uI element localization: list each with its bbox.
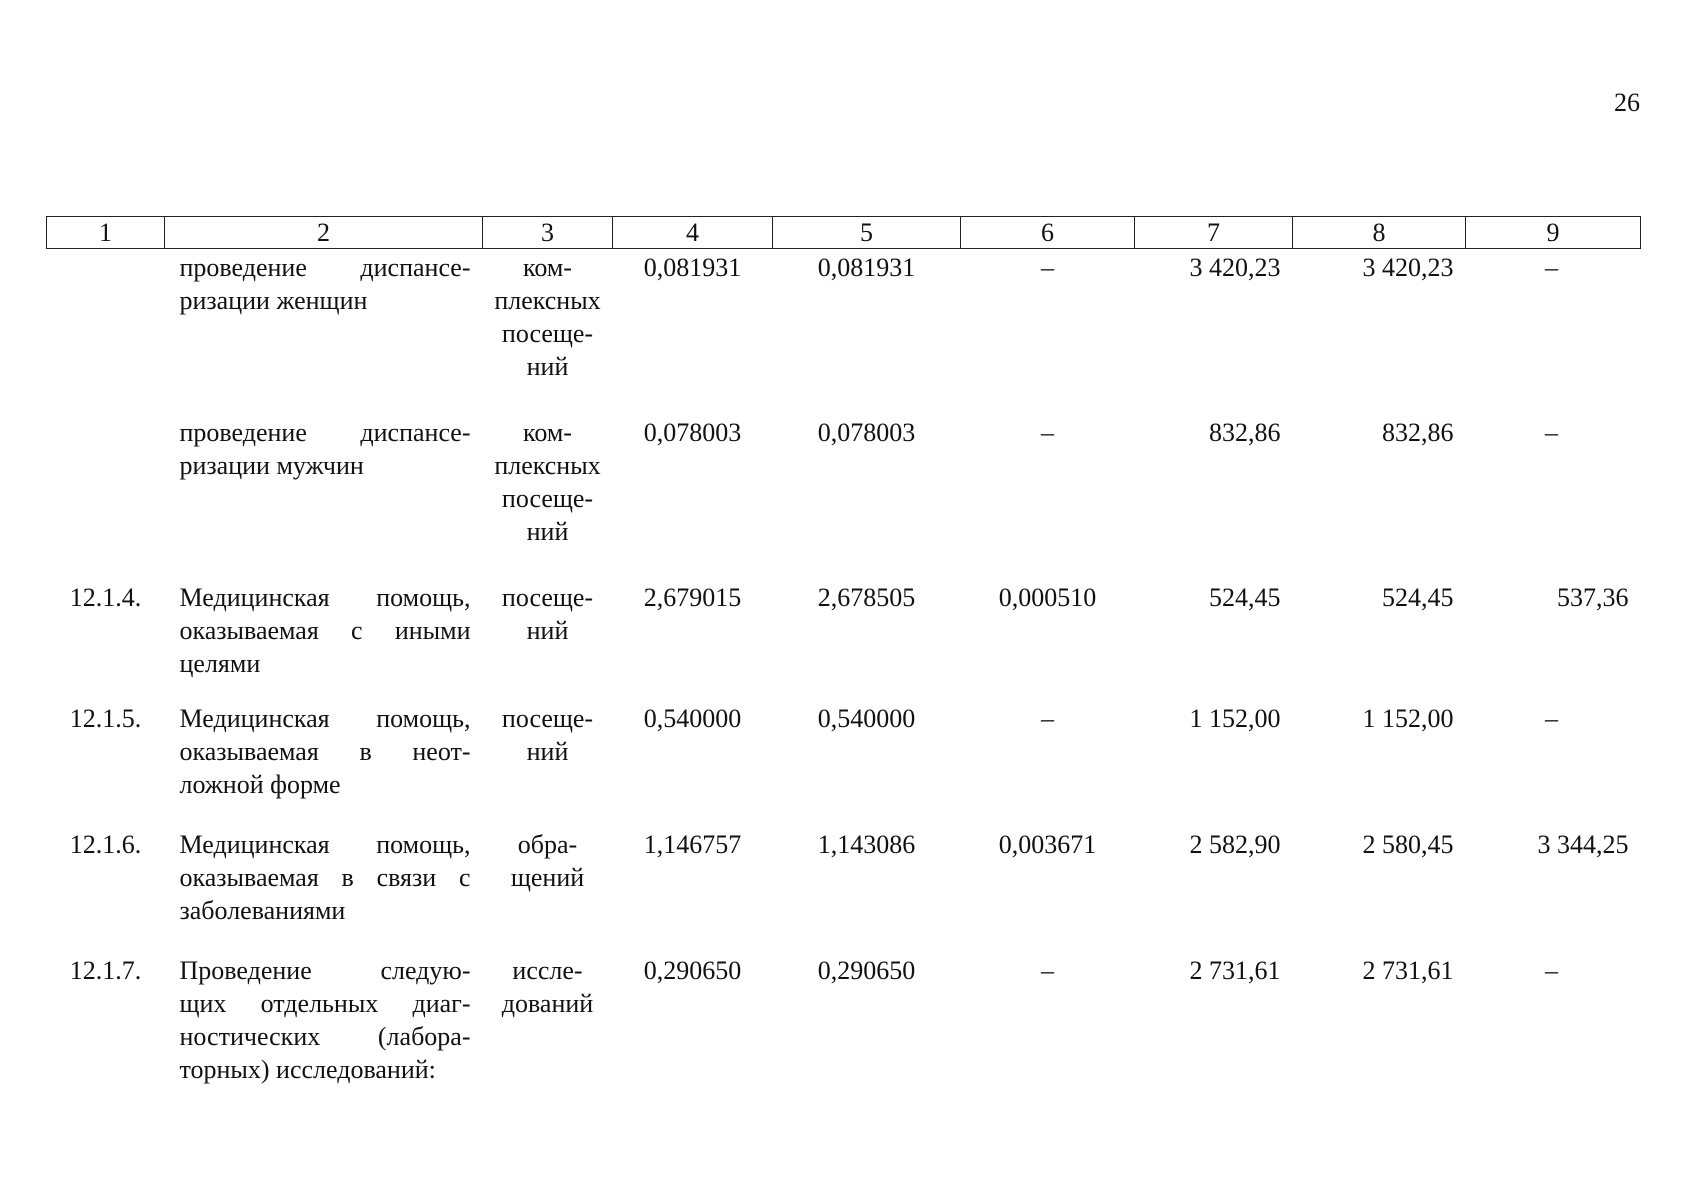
- row-value-col9: –: [1545, 253, 1558, 282]
- row-unit: [483, 952, 613, 1092]
- description-line: оказываемая в связи с: [179, 862, 471, 892]
- row-value-col4: 0,290650: [643, 955, 742, 985]
- unit-text: обра- щений: [510, 829, 585, 892]
- row-number: [47, 249, 165, 414]
- row-value-col4: 1,146757: [643, 829, 742, 859]
- row-value-col9: 3 344,25: [1537, 829, 1629, 859]
- description-line: Медицинская помощь,: [179, 829, 471, 859]
- column-header-1: 1: [47, 217, 165, 249]
- unit-text: иссле- дований: [501, 955, 594, 1018]
- row-value-col5: 0,081931: [817, 253, 916, 282]
- row-value-col7: 832,86: [1209, 417, 1281, 447]
- page-number: 26: [1614, 88, 1640, 117]
- table-row: [47, 700, 1641, 826]
- row-value-col6: –: [1041, 253, 1054, 282]
- table-row: [47, 579, 1641, 700]
- row-value-col7: 2 731,61: [1189, 955, 1281, 985]
- row-value-col5: 2,678505: [817, 582, 916, 612]
- row-number: 12.1.6.: [69, 829, 142, 859]
- column-header-3: 3: [483, 217, 613, 249]
- row-number: [47, 414, 165, 579]
- row-value-col9: –: [1545, 955, 1558, 985]
- row-value-col6: 0,003671: [998, 829, 1097, 859]
- row-value-col7: 2 582,90: [1189, 829, 1281, 859]
- row-value-col7: 1 152,00: [1189, 703, 1281, 733]
- row-value-col5: 0,540000: [817, 703, 916, 733]
- row-description: [165, 414, 483, 579]
- table-row: [47, 826, 1641, 952]
- row-number: 12.1.4.: [69, 582, 142, 612]
- column-header-8: 8: [1293, 217, 1466, 249]
- table-row: [47, 249, 1641, 414]
- table-row: [47, 414, 1641, 579]
- description-line: целями: [179, 648, 261, 678]
- unit-text: ком- плексных посеще- ний: [494, 253, 601, 381]
- row-unit: [483, 414, 613, 579]
- row-value-col9: 537,36: [1557, 582, 1629, 612]
- description-line: ностических (лабора-: [179, 1021, 471, 1051]
- row-unit: [483, 826, 613, 952]
- description-line: Проведение следую-: [179, 955, 471, 985]
- unit-text: посеще- ний: [501, 703, 594, 766]
- row-number: 12.1.7.: [69, 955, 142, 985]
- unit-text: посеще- ний: [501, 582, 594, 645]
- row-description: [165, 579, 483, 700]
- description-line: щих отдельных диаг-: [179, 988, 471, 1018]
- column-header-7: 7: [1135, 217, 1293, 249]
- tariff-table: [46, 216, 1641, 1092]
- row-value-col4: 0,540000: [643, 703, 742, 733]
- row-value-col6: –: [1041, 703, 1054, 733]
- column-header-9: 9: [1466, 217, 1641, 249]
- row-value-col5: 0,290650: [817, 955, 916, 985]
- column-header-2: 2: [165, 217, 483, 249]
- description-line: торных) исследований:: [179, 1054, 436, 1084]
- description-line: оказываемая с иными: [179, 615, 471, 645]
- row-value-col8: 3 420,23: [1362, 253, 1454, 282]
- row-number: 12.1.5.: [69, 703, 142, 733]
- table-header: [47, 217, 1641, 249]
- column-header-4: 4: [613, 217, 773, 249]
- description-line: ризации мужчин: [179, 450, 364, 480]
- description-line: проведение диспансе-: [179, 417, 471, 447]
- description-line: ложной форме: [179, 769, 341, 799]
- description-line: Медицинская помощь,: [179, 582, 471, 612]
- row-value-col4: 0,081931: [643, 253, 742, 282]
- row-value-col7: 524,45: [1209, 582, 1281, 612]
- row-value-col4: 0,078003: [643, 417, 742, 447]
- row-unit: [483, 249, 613, 414]
- description-line: заболеваниями: [179, 895, 346, 925]
- row-description: [165, 700, 483, 826]
- row-value-col8: 2 731,61: [1362, 955, 1454, 985]
- row-value-col9: –: [1545, 417, 1558, 447]
- row-description: [165, 826, 483, 952]
- row-description: [165, 952, 483, 1092]
- table-body: [47, 249, 1641, 1092]
- row-value-col4: 2,679015: [643, 582, 742, 612]
- column-header-5: 5: [773, 217, 961, 249]
- header-row: [47, 217, 1641, 249]
- description-line: оказываемая в неот-: [179, 736, 471, 766]
- description-line: ризации женщин: [179, 286, 368, 315]
- table-row: [47, 952, 1641, 1092]
- row-value-col6: –: [1041, 417, 1054, 447]
- row-unit: [483, 579, 613, 700]
- row-value-col8: 1 152,00: [1362, 703, 1454, 733]
- row-value-col8: 524,45: [1382, 582, 1454, 612]
- row-value-col8: 832,86: [1382, 417, 1454, 447]
- row-value-col8: 2 580,45: [1362, 829, 1454, 859]
- row-value-col6: 0,000510: [998, 582, 1097, 612]
- row-unit: [483, 700, 613, 826]
- row-value-col9: –: [1545, 703, 1558, 733]
- row-value-col5: 0,078003: [817, 417, 916, 447]
- unit-text: ком- плексных посеще- ний: [494, 417, 601, 546]
- row-value-col5: 1,143086: [817, 829, 916, 859]
- description-line: проведение диспансе-: [179, 253, 471, 282]
- row-value-col6: –: [1041, 955, 1054, 985]
- row-description: [165, 249, 483, 414]
- description-line: Медицинская помощь,: [179, 703, 471, 733]
- column-header-6: 6: [961, 217, 1135, 249]
- row-value-col7: 3 420,23: [1189, 253, 1281, 282]
